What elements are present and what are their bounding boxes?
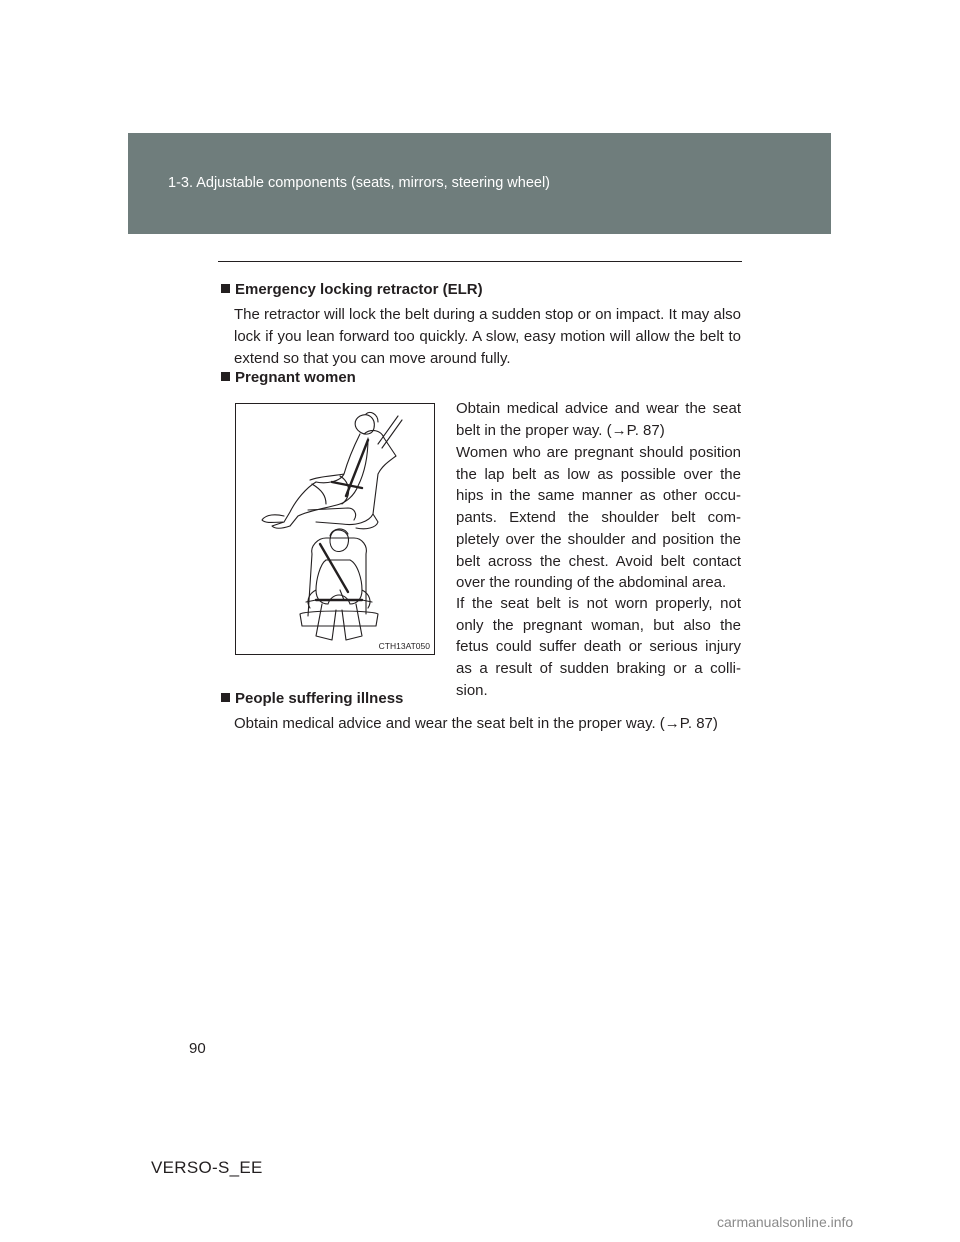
paragraph-elr bbox=[234, 304, 741, 370]
figure-pregnant-seatbelt bbox=[235, 403, 435, 655]
heading-illness bbox=[221, 690, 403, 707]
heading-illness-text: People suffering illness bbox=[235, 690, 404, 707]
heading-elr bbox=[221, 281, 483, 298]
paragraph-pregnant-advice bbox=[456, 398, 741, 441]
heading-pregnant-text: Pregnant women bbox=[235, 369, 356, 386]
figure-code: CTH13AT050 bbox=[378, 641, 430, 651]
text-line: sion. bbox=[456, 681, 488, 699]
text-line: If the seat belt is not worn properly, not bbox=[456, 595, 741, 612]
section-title: 1-3. Adjustable components (seats, mirrors, steering wheel) bbox=[168, 175, 551, 191]
paragraph-illness bbox=[234, 713, 741, 735]
model-code: VERSO-S_EE bbox=[151, 1158, 263, 1177]
bullet-square-icon bbox=[221, 693, 230, 702]
text-line: Obtain medical advice and wear the seat bbox=[456, 400, 741, 417]
divider-rule bbox=[218, 261, 742, 262]
page-number: 90 bbox=[189, 1040, 206, 1057]
text-line: Obtain medical advice and wear the seat belt in the proper way. (→P. 87) bbox=[234, 715, 718, 732]
text-line: Women who are pregnant should position bbox=[456, 444, 741, 461]
site-watermark: carmanualsonline.info bbox=[717, 1214, 854, 1230]
text-line: the lap belt as low as possible over the bbox=[456, 465, 741, 483]
text-line: extend so that you can move around fully. bbox=[234, 350, 511, 367]
paragraph-pregnant-lap-belt bbox=[456, 442, 741, 594]
text-line: over the rounding of the abdominal area. bbox=[456, 574, 727, 592]
paragraph-pregnant-warning bbox=[456, 593, 741, 702]
text-line: lock if you lean forward too quickly. A slow, easy motion will allow the belt to bbox=[234, 328, 741, 345]
heading-pregnant bbox=[221, 369, 356, 386]
text-line: as a result of sudden braking or a colli- bbox=[456, 660, 741, 678]
text-line: hips in the same manner as other occu- bbox=[456, 487, 741, 505]
text-line: belt in the proper way. (→P. 87) bbox=[456, 421, 665, 439]
text-line: pants. Extend the shoulder belt com- bbox=[456, 509, 741, 527]
text-line: belt across the chest. Avoid belt contact bbox=[456, 552, 741, 570]
text-line: The retractor will lock the belt during a sudden stop or on impact. It may also bbox=[234, 306, 741, 323]
pregnant-woman-illustration bbox=[236, 404, 434, 654]
bullet-square-icon bbox=[221, 372, 230, 381]
text-line: fetus could suffer death or serious injury bbox=[456, 638, 741, 656]
text-line: pletely over the shoulder and position the bbox=[456, 530, 741, 548]
text-line: only the pregnant woman, but also the bbox=[456, 616, 741, 634]
heading-elr-text: Emergency locking retractor (ELR) bbox=[235, 281, 483, 298]
bullet-square-icon bbox=[221, 284, 230, 293]
